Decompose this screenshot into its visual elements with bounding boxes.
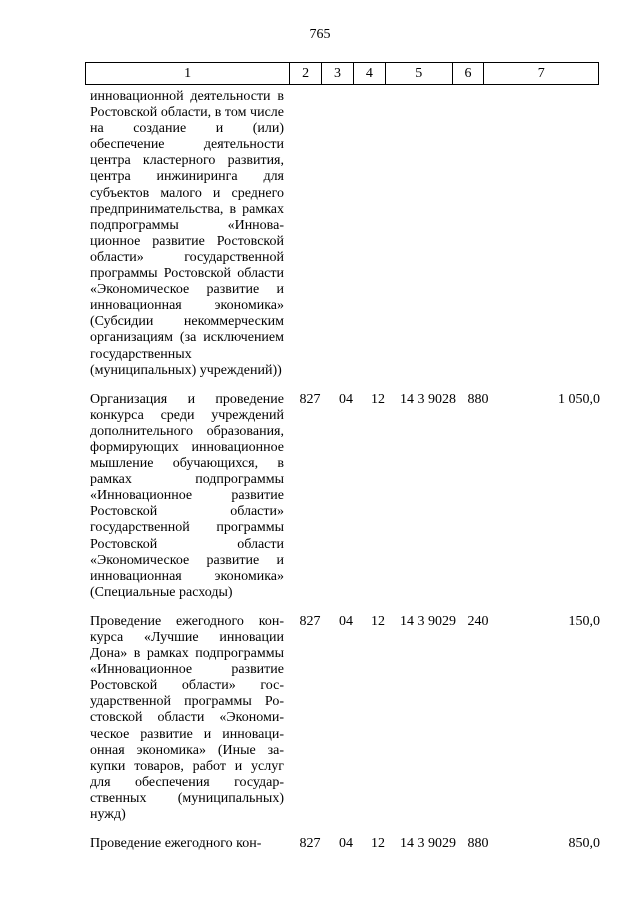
row-amount: 1 050,0 (558, 391, 600, 407)
row-expense-type: 880 (467, 391, 489, 407)
row-ved: 827 (299, 836, 321, 852)
column-header-1: 1 (86, 63, 290, 84)
row-ved: 827 (299, 391, 321, 407)
column-header-5: 5 (386, 63, 453, 84)
table-header (85, 62, 599, 85)
row-section: 04 (339, 613, 353, 629)
row-subsection: 12 (371, 613, 385, 629)
row-expense-type: 240 (467, 613, 489, 629)
page-number: 765 (309, 27, 331, 42)
row-subsection: 12 (371, 391, 385, 407)
column-header-4: 4 (354, 63, 386, 84)
table-row (90, 614, 600, 823)
row-section: 04 (339, 836, 353, 852)
row-target-article: 14 3 9029 (400, 613, 456, 629)
row-expense-type: 880 (467, 836, 489, 852)
column-header-7: 7 (537, 65, 545, 81)
table-body (90, 89, 600, 852)
row-section: 04 (339, 391, 353, 407)
column-header-2: 2 (290, 63, 322, 84)
row-description: Проведение ежегодного кон- (90, 836, 262, 852)
row-description: Организация и проведение конкурса среди учреждений дополнительного образования, формирующих инновационное мышление обучающихся, в рамках подпрограммы «Инновационное развитие Ростовской области» государственной программы Ростовской области «Экономическое развитие и инновационная экономика» (Специальные расходы) (90, 391, 284, 600)
row-amount: 150,0 (568, 613, 600, 629)
row-description: Проведение ежегодного конкурса «Лучшие инновации Дона» в рамках подпрограммы «Инновационное развитие Ростовской области» государственной программы Ростовской области «Экономическое развитие и инновационная экономика» (Иные закупки товаров, работ и услуг для обеспечения государственных (муниципальных) нужд) (90, 613, 284, 823)
column-header-3: 3 (322, 63, 354, 84)
table-row (90, 392, 600, 601)
row-amount: 850,0 (568, 836, 600, 852)
row-subsection: 12 (371, 836, 385, 852)
table-row (90, 836, 600, 852)
row-description: инновационной деятельности в Ростовской области, в том числе на создание и (или) обеспечение деятельности центра кластерного развития, центра инжиниринга для субъектов малого и среднего предпринимательства, в рамках подпрограммы «Инновационное развитие Ростовской области» государственной программы Ростовской области «Экономическое развитие и инновационная экономика» (Субсидии некоммерческим организациям (за исключением государственных (муниципальных) учреждений)) (90, 89, 284, 378)
row-ved: 827 (299, 613, 321, 629)
column-header-6: 6 (453, 63, 485, 84)
row-target-article: 14 3 9028 (400, 391, 456, 407)
table-row (90, 89, 600, 379)
row-target-article: 14 3 9029 (400, 836, 456, 852)
